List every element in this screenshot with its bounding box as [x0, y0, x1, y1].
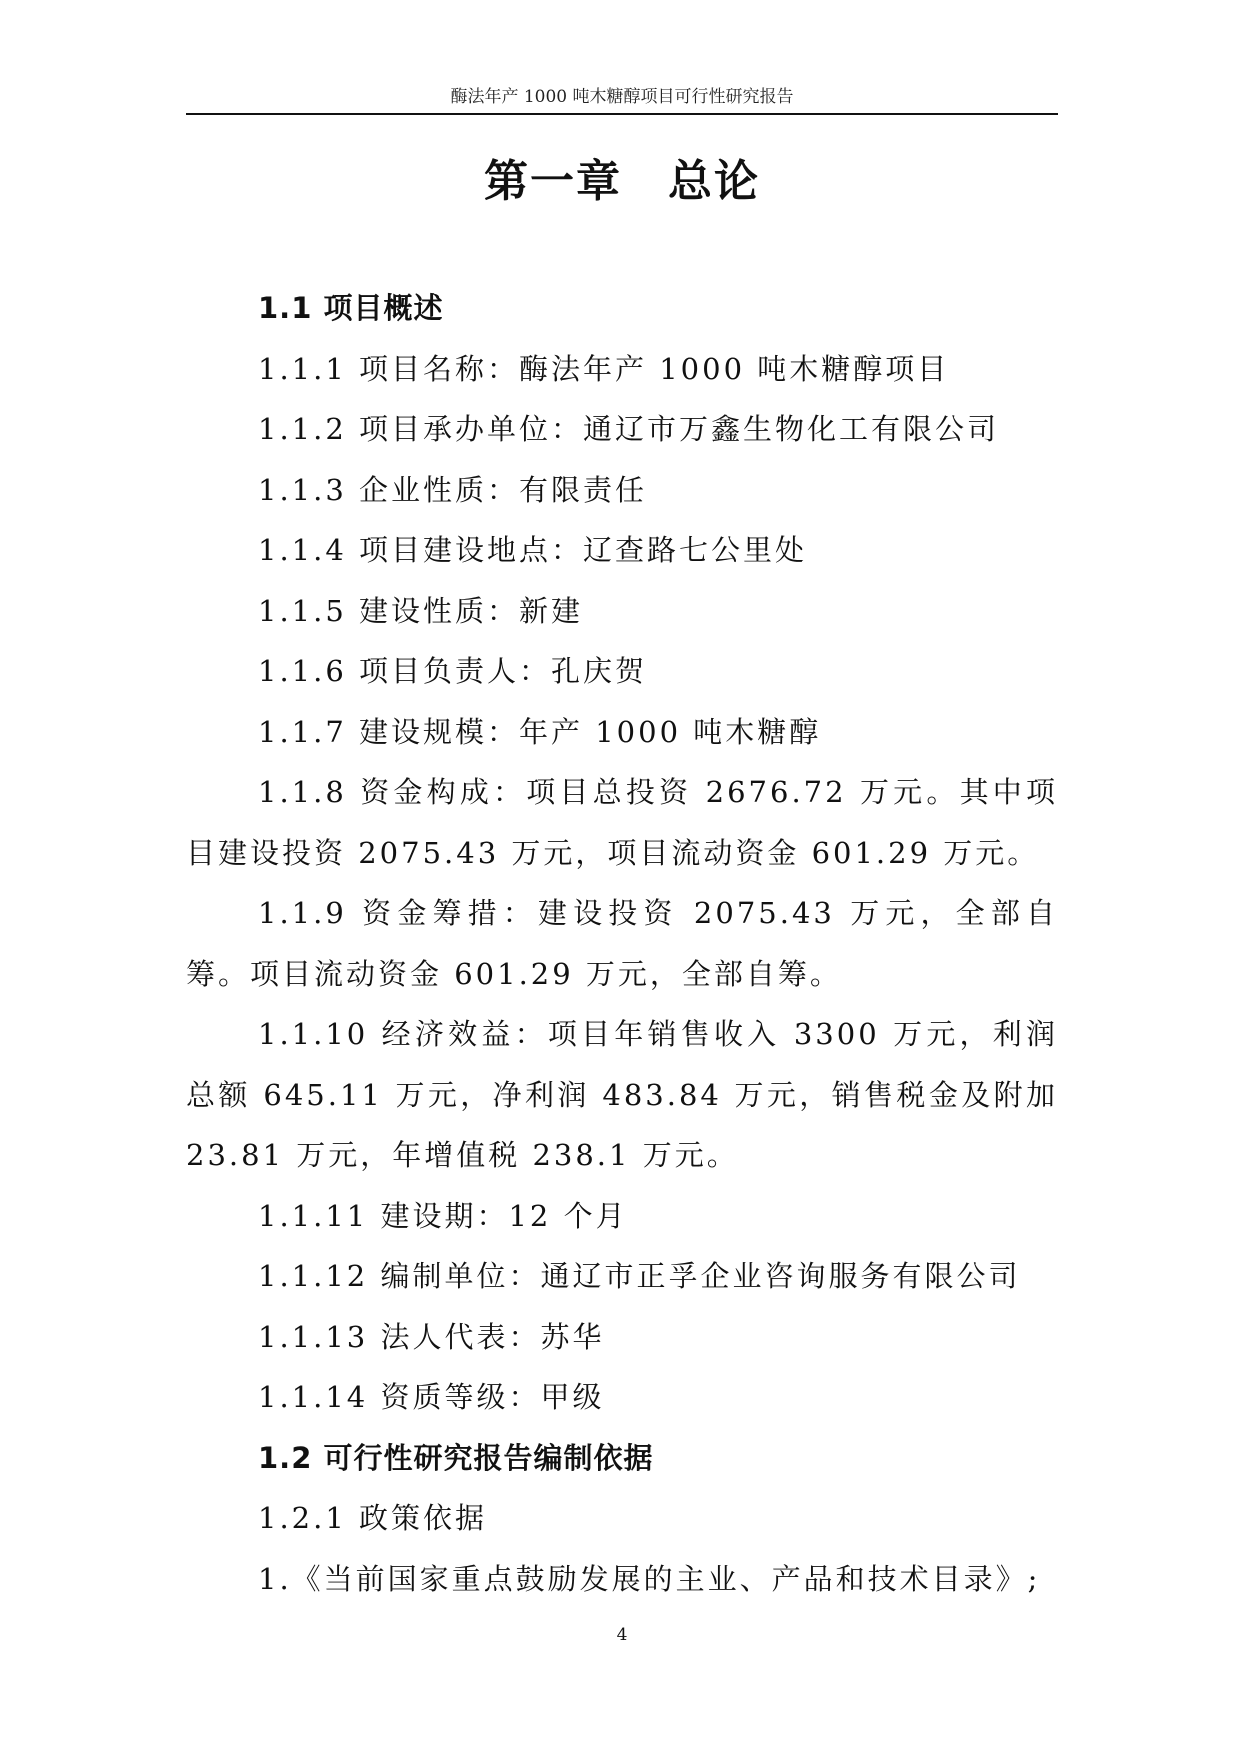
running-header: 酶法年产 1000 吨木糖醇项目可行性研究报告 — [450, 87, 794, 107]
paragraph-1-1-12: 1.1.12 编制单位：通辽市正孚企业咨询服务有限公司 — [258, 1259, 1021, 1293]
paragraph-policy-1: 1.《当前国家重点鼓励发展的主业、产品和技术目录》; — [258, 1561, 1041, 1596]
paragraph-1-1-3: 1.1.3 企业性质：有限责任 — [258, 472, 648, 507]
paragraph-1-1-6: 1.1.6 项目负责人：孔庆贺 — [258, 654, 648, 688]
paragraph-1-1-2: 1.1.2 项目承办单位：通辽市万鑫生物化工有限公司 — [258, 412, 1000, 446]
paragraph-1-1-1: 1.1.1 项目名称：酶法年产 1000 吨木糖醇项目 — [258, 351, 950, 386]
paragraph-1-1-5: 1.1.5 建设性质：新建 — [258, 593, 584, 628]
page-number: 4 — [616, 1625, 628, 1645]
paragraph-1-1-9: 1.1.9 资金筹措：建设投资 2075.43 万元，全部自筹。项目流动资金 601.29 万元，全部自筹。 — [186, 896, 1058, 991]
chapter-title: 第一章 总论 — [484, 156, 760, 207]
paragraph-1-1-10: 1.1.10 经济效益：项目年销售收入 3300 万元，利润总额 645.11 万元，净利润 483.84 万元，销售税金及附加 23.81 万元，年增值税 238.1 万元。 — [186, 1017, 1058, 1172]
paragraph-1-1-4: 1.1.4 项目建设地点：辽查路七公里处 — [258, 533, 808, 567]
paragraph-1-2-1: 1.2.1 政策依据 — [258, 1501, 488, 1535]
document-body — [186, 278, 1058, 1609]
paragraph-1-1-14: 1.1.14 资质等级：甲级 — [258, 1380, 605, 1414]
paragraph-1-1-8: 1.1.8 资金构成：项目总投资 2676.72 万元。其中项目建设投资 2075.43 万元，项目流动资金 601.29 万元。 — [186, 775, 1058, 870]
section-heading-1-2: 1.2 可行性研究报告编制依据 — [258, 1440, 654, 1475]
section-heading-1-1: 1.1 项目概述 — [258, 291, 444, 325]
paragraph-1-1-11: 1.1.11 建设期：12 个月 — [258, 1198, 628, 1233]
paragraph-1-1-7: 1.1.7 建设规模：年产 1000 吨木糖醇 — [258, 714, 822, 749]
paragraph-1-1-13: 1.1.13 法人代表：苏华 — [258, 1319, 605, 1354]
header-divider — [186, 113, 1058, 115]
